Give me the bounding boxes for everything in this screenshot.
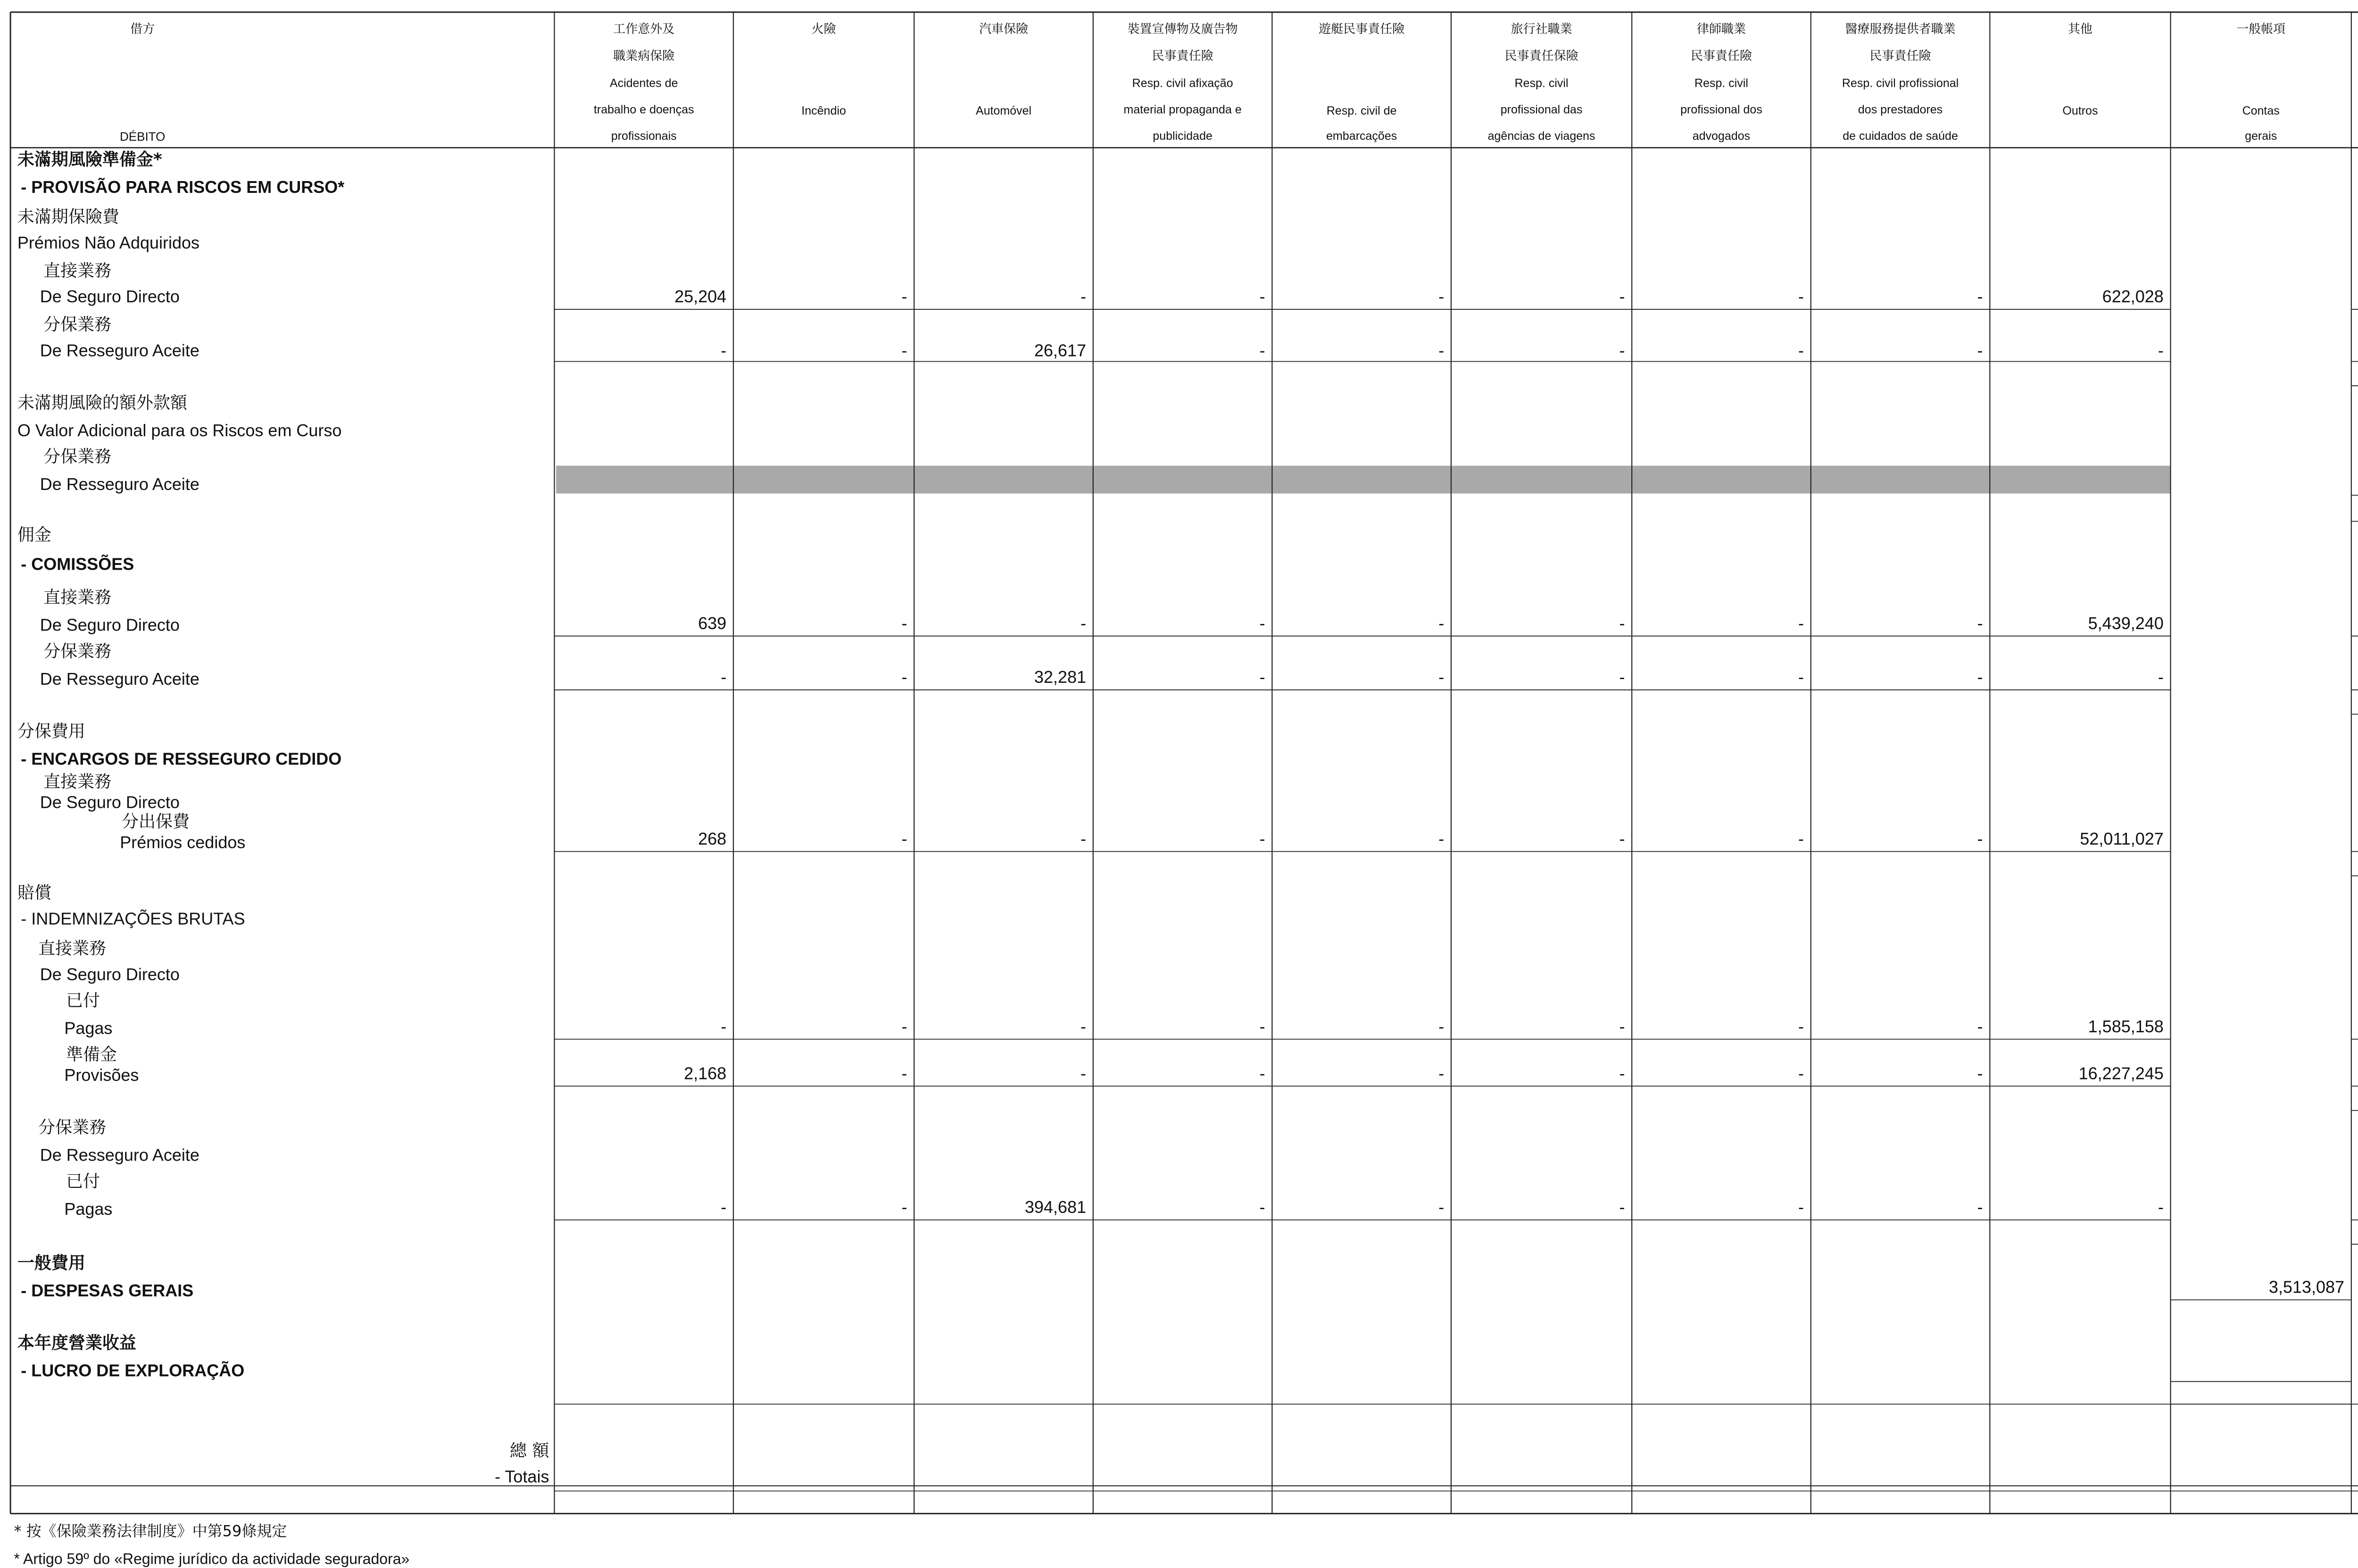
row-labels — [17, 150, 550, 1486]
cell-value: - — [1977, 829, 1983, 848]
column-header-pt: Resp. civil profissional — [1842, 76, 1959, 90]
column-header-cn: 遊艇民事責任險 — [1319, 22, 1405, 37]
cell-value: - — [901, 1063, 907, 1083]
cell-value: - — [2158, 1197, 2164, 1217]
cell-value: - — [1438, 1197, 1445, 1217]
cell-value: 32,281 — [1034, 667, 1087, 687]
cell-value: 2,168 — [684, 1063, 727, 1083]
row-label: - LUCRO DE EXPLORAÇÃO — [21, 1361, 245, 1380]
cell-value: - — [1438, 829, 1445, 848]
column-header-cn: 旅行社職業 — [1511, 22, 1572, 37]
cell-value: - — [1080, 1063, 1087, 1083]
column-header-cn: 汽車保險 — [979, 22, 1029, 37]
footnotes — [14, 1522, 409, 1568]
cell-value: - — [1977, 613, 1983, 633]
cell-value: - — [1619, 287, 1625, 307]
cell-value: - — [721, 340, 727, 360]
row-label: Provisões — [64, 1065, 139, 1085]
cell-value: - — [1977, 287, 1983, 307]
row-label: - ENCARGOS DE RESSEGURO CEDIDO — [21, 749, 342, 769]
row-label: 準備金 — [66, 1045, 117, 1064]
column-header-pt: Incêndio — [801, 104, 846, 118]
row-label: 已付 — [66, 1171, 100, 1191]
cell-value: 268 — [698, 829, 727, 848]
cell-value: - — [1798, 1063, 1804, 1083]
cell-value: - — [1259, 1016, 1265, 1036]
cell-value: - — [901, 1197, 907, 1217]
cell-value: - — [1438, 1016, 1445, 1036]
cell-value: - — [1977, 340, 1983, 360]
column-header-pt: Resp. civil — [1694, 76, 1748, 90]
cell-value: - — [721, 1016, 727, 1036]
column-header-pt: profissional dos — [1680, 103, 1762, 116]
row-label: 分保業務 — [43, 641, 112, 661]
cell-value: 3,513,087 — [2268, 1277, 2345, 1297]
row-label: 未滿期保險費 — [17, 207, 119, 227]
row-label: De Seguro Directo — [40, 964, 180, 984]
cell-value: - — [901, 287, 907, 307]
row-label: De Resseguro Aceite — [40, 1145, 199, 1165]
cell-value: - — [1977, 1016, 1983, 1036]
cell-value: 16,227,245 — [2078, 1063, 2164, 1083]
row-label: 一般費用 — [17, 1253, 85, 1273]
cell-value: - — [1438, 1063, 1445, 1083]
row-label: 分保業務 — [43, 315, 112, 335]
column-header-pt: profissional das — [1500, 103, 1583, 116]
cell-value: - — [1798, 667, 1804, 687]
cell-value: - — [1798, 1197, 1804, 1217]
cell-value: - — [1619, 667, 1625, 687]
row-label: - DESPESAS GERAIS — [21, 1281, 194, 1301]
total-label-cn: 總 額 — [510, 1441, 549, 1461]
row-label: De Seguro Directo — [40, 792, 180, 812]
cell-value: 622,028 — [2102, 287, 2164, 307]
row-label: 分保業務 — [43, 447, 112, 467]
cell-value: - — [721, 1197, 727, 1217]
cell-value: - — [1080, 613, 1087, 633]
cell-value: - — [1619, 1063, 1625, 1083]
shaded-band — [556, 466, 2170, 494]
column-header-pt: Resp. civil — [1514, 76, 1569, 90]
row-label: 分保費用 — [17, 722, 85, 741]
cell-value: - — [2158, 667, 2164, 687]
cell-value: - — [1798, 340, 1804, 360]
row-label: De Seguro Directo — [40, 287, 180, 307]
cell-value: - — [901, 829, 907, 848]
cell-value: - — [1619, 829, 1625, 848]
row-label: 直接業務 — [43, 588, 112, 607]
row-label: 賠償 — [17, 883, 51, 903]
column-header-cn: 醫療服務提供者職業 — [1845, 22, 1956, 37]
cell-value: 1,585,158 — [2088, 1016, 2164, 1036]
cell-value: - — [1080, 1016, 1087, 1036]
row-label: 未滿期風險的額外款額 — [17, 393, 187, 413]
cell-value: - — [721, 667, 727, 687]
column-header-pt: dos prestadores — [1858, 103, 1943, 116]
column-header-cn: 火險 — [811, 22, 836, 37]
column-header-cn: 律師職業 — [1696, 22, 1746, 37]
cell-value: - — [1977, 667, 1983, 687]
column-header-pt: agências de viagens — [1487, 129, 1595, 143]
cell-value: - — [901, 613, 907, 633]
cell-value: 5,439,240 — [2088, 613, 2164, 633]
column-header-pt: Automóvel — [976, 104, 1032, 118]
column-header-cn: 其他 — [2067, 22, 2092, 37]
row-label: 佣金 — [17, 525, 51, 545]
column-header-pt: Contas — [2242, 104, 2280, 118]
cell-value: - — [1977, 1197, 1983, 1217]
row-label: - COMISSÕES — [21, 554, 134, 574]
cell-value: - — [1438, 667, 1445, 687]
column-header-pt: material propaganda e — [1123, 103, 1242, 116]
cell-value: - — [1798, 287, 1804, 307]
cell-value: - — [1619, 1016, 1625, 1036]
debit-pt: DÉBITO — [120, 129, 166, 144]
row-label: 分保業務 — [38, 1118, 107, 1137]
row-label: Pagas — [64, 1018, 113, 1038]
cell-value: - — [1259, 1197, 1265, 1217]
column-header-pt: embarcações — [1326, 129, 1397, 143]
row-label: 直接業務 — [43, 261, 112, 281]
cell-value: - — [1259, 340, 1265, 360]
column-header-cn: 職業病保險 — [613, 49, 675, 64]
cell-value: - — [1259, 613, 1265, 633]
cell-value: - — [1798, 829, 1804, 848]
cell-value: 25,204 — [674, 287, 727, 307]
cell-value: 52,011,027 — [2080, 829, 2164, 848]
row-label: Pagas — [64, 1199, 113, 1219]
row-label: 直接業務 — [43, 772, 112, 792]
cell-value: - — [901, 667, 907, 687]
cell-value: 26,617 — [1034, 340, 1087, 360]
column-header-pt: advogados — [1692, 129, 1751, 143]
footnote-cn: * 按《保險業務法律制度》中第59條規定 — [14, 1522, 287, 1540]
cell-value: - — [2158, 340, 2164, 360]
column-header-cn: 民事責任險 — [1690, 49, 1752, 64]
row-label: - PROVISÃO PARA RISCOS EM CURSO* — [21, 177, 345, 197]
column-header-pt: trabalho e doenças — [593, 103, 694, 116]
column-header-pt: de cuidados de saúde — [1843, 129, 1958, 143]
row-label: Prémios cedidos — [120, 832, 246, 852]
cell-value: - — [1798, 1016, 1804, 1036]
row-label: De Resseguro Aceite — [40, 474, 199, 494]
column-headers — [120, 22, 2358, 143]
row-label: O Valor Adicional para os Riscos em Curso — [17, 420, 342, 440]
column-header-pt: publicidade — [1153, 129, 1212, 143]
cell-value: - — [1259, 1063, 1265, 1083]
column-header-pt: gerais — [2245, 129, 2277, 143]
cell-value: - — [901, 1016, 907, 1036]
column-header-cn: 民事責任保險 — [1504, 49, 1578, 64]
cell-value: - — [1080, 829, 1087, 848]
column-header-cn: 工作意外及 — [613, 22, 675, 37]
cell-value: - — [1438, 613, 1445, 633]
cell-value: - — [1438, 287, 1445, 307]
cell-value: - — [1080, 287, 1087, 307]
footnote-pt: * Artigo 59º do «Regime jurídico da actividade seguradora» — [14, 1550, 410, 1568]
cell-value: - — [1259, 667, 1265, 687]
cell-value: - — [1619, 1197, 1625, 1217]
row-label: 本年度營業收益 — [17, 1333, 136, 1353]
cell-value: - — [1977, 1063, 1983, 1083]
cell-value: - — [1798, 613, 1804, 633]
row-label: 分出保費 — [121, 812, 190, 832]
row-label: De Seguro Directo — [40, 615, 180, 635]
column-header-cn: 一般帳項 — [2236, 22, 2286, 37]
row-label: 已付 — [66, 991, 100, 1011]
column-header-cn: 裝置宣傳物及廣告物 — [1127, 22, 1238, 37]
row-label: De Resseguro Aceite — [40, 340, 199, 360]
column-header-pt: profissionais — [611, 129, 677, 143]
cell-value: 394,681 — [1024, 1197, 1087, 1217]
row-label: Prémios Não Adquiridos — [17, 232, 200, 252]
row-label: 未滿期風險準備金* — [17, 150, 162, 170]
row-label: - INDEMNIZAÇÕES BRUTAS — [21, 909, 245, 929]
column-header-pt: Outros — [2062, 104, 2098, 118]
cell-value: - — [1259, 829, 1265, 848]
column-header-cn: 民事責任險 — [1869, 49, 1931, 64]
column-header-pt: Resp. civil de — [1326, 104, 1397, 118]
row-label: 直接業務 — [38, 939, 107, 959]
cell-value: - — [901, 340, 907, 360]
cell-value: - — [1259, 287, 1265, 307]
column-header-pt: Acidentes de — [610, 76, 678, 90]
column-header-pt: Resp. civil afixação — [1132, 76, 1233, 90]
cell-value: - — [1619, 613, 1625, 633]
cell-value: - — [1438, 340, 1445, 360]
cell-value: 639 — [698, 613, 727, 633]
shaded-band-layer — [556, 466, 2170, 494]
debit-cn: 借方 — [130, 22, 155, 37]
table-grid — [10, 12, 2358, 1514]
cell-value: - — [1619, 340, 1625, 360]
row-label: De Resseguro Aceite — [40, 669, 199, 689]
column-header-cn: 民事責任險 — [1152, 49, 1213, 64]
total-label-pt: - Totais — [495, 1467, 549, 1486]
